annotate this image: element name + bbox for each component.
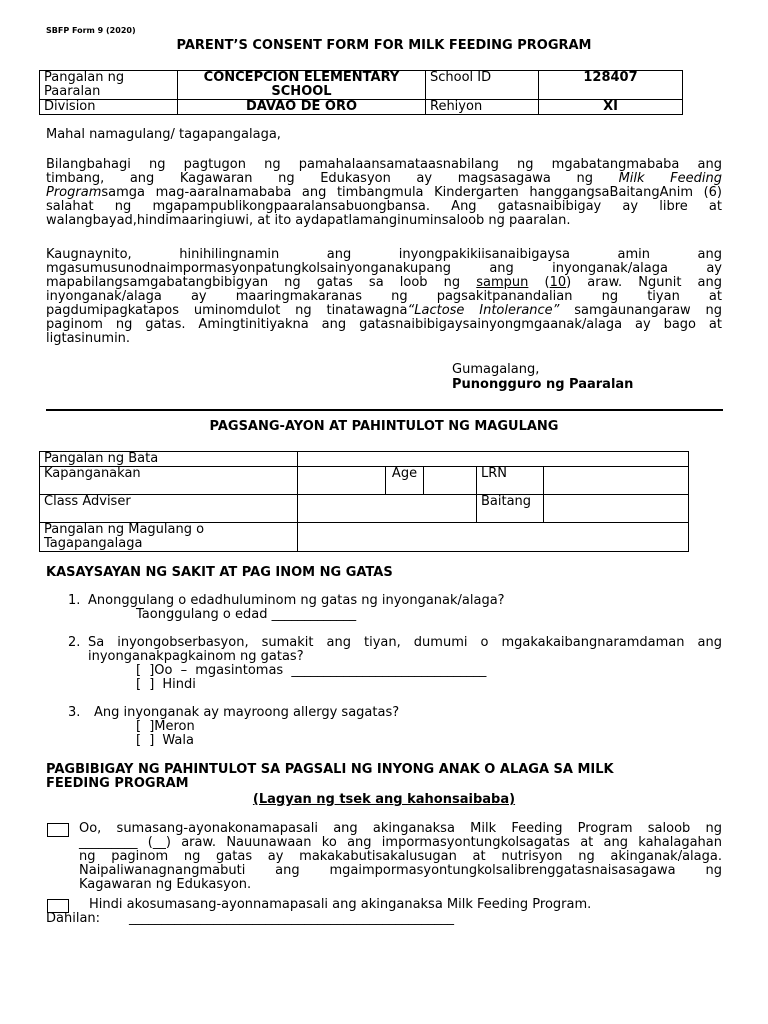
p2-line-3-text: mapabilangsamgabatangbibigyan ng gatas sa loob ng <box>46 275 461 290</box>
sampun-underlined: sampun <box>476 275 529 290</box>
q2-option-yes[interactable]: [ ]Oo – mgasintomas ______________________________ <box>136 663 487 678</box>
child-info-table <box>39 451 689 552</box>
birth-label: Kapanganakan <box>40 467 298 495</box>
p2-line-4: inyonganak/alaga ay maaringmakaranas ng pagsakitpanandalian ng tiyan at <box>46 289 722 304</box>
p2-line-2: mgasumusunodnaimpormasyonpatungkolsainyonganakupang ang inyonganak/alaga ay <box>46 261 722 276</box>
p1-line-3-text: samga mag-aaralnamababa ang timbangmula Kindergarten hanggangsaBaitangAnim (6) <box>101 185 722 200</box>
q3-option-no[interactable]: [ ] Wala <box>136 733 194 748</box>
reason-line[interactable]: __________________________________________________ <box>129 911 454 926</box>
open-paren: ( <box>544 275 550 290</box>
school-info-table <box>39 70 683 115</box>
letter-paragraph-2 <box>46 248 722 346</box>
birth-row <box>40 467 689 495</box>
p1-line-5: walangbayad,hindimaaringiuwi, at ito aydapatlamanginuminsaloob ng paaralan. <box>46 213 571 228</box>
yes-line-3: ng paginom ng gatas ay makakabutisakalusugan at nutrisyon ng akinganak/alaga. <box>79 849 722 864</box>
p2-line-3 <box>46 276 722 290</box>
grade-field[interactable] <box>544 495 689 523</box>
permission-heading-line-1: PAGBIBIGAY NG PAHINTULOT SA PAGSALI NG INYONG ANAK O ALAGA SA MILK <box>46 762 614 777</box>
school-id-value: 128407 <box>539 71 683 100</box>
p2-line-7: ligtasinumin. <box>46 331 131 346</box>
adviser-label: Class Adviser <box>40 495 298 523</box>
lrn-label: LRN <box>477 467 544 495</box>
q2-line-2: inyonganakpagkainom ng gatas? <box>88 649 304 664</box>
permission-heading <box>46 763 614 791</box>
form-title: PARENT’S CONSENT FORM FOR MILK FEEDING PROGRAM <box>176 38 592 53</box>
section-divider <box>46 409 723 411</box>
child-name-label: Pangalan ng Bata <box>40 452 298 467</box>
p2-line-5-end: samgaunangaraw ng <box>574 303 722 318</box>
consent-yes-text <box>79 822 722 892</box>
p1-line-3 <box>46 186 722 200</box>
school-row <box>40 71 683 100</box>
consent-yes-checkbox[interactable] <box>47 823 69 837</box>
age-label: Age <box>386 467 424 495</box>
q3-text: Ang inyonganak ay mayroong allergy sagatas? <box>94 705 400 720</box>
lrn-field[interactable] <box>544 467 689 495</box>
signatory: Punongguro ng Paaralan <box>452 377 634 392</box>
p1-line-1: Bilangbahagi ng pagtugon ng pamahalaansamataasnabilang ng mgabatangmababa ang <box>46 157 722 172</box>
reason-label: Dahilan: <box>46 911 101 926</box>
letter-paragraph-1 <box>46 158 722 228</box>
yes-line-2: _________ (__) araw. Nauunawaan ko ang impormasyontungkolsagatas at ang kahalagahan <box>79 835 722 850</box>
closing: Gumagalang, <box>452 362 540 377</box>
p2-line-6: paginom ng gatas. Amingtinitiyakna ang gatasnaibibigaysainyongmgaanak/alaga ay bago at <box>46 317 722 332</box>
p1-line-2-text: timbang, ang Kagawaran ng Edukasyon ay magsasagawa ng <box>46 171 593 186</box>
p2-line-3-end: ) araw. Ngunit ang <box>566 275 722 290</box>
school-id-label: School ID <box>426 71 539 100</box>
milk-feeding-italic: Milk Feeding <box>618 171 722 186</box>
grade-label: Baitang <box>477 495 544 523</box>
division-row <box>40 100 683 115</box>
permission-heading-line-2: FEEDING PROGRAM <box>46 776 189 791</box>
p1-line-2 <box>46 172 722 186</box>
history-heading: KASAYSAYAN NG SAKIT AT PAG INOM NG GATAS <box>46 565 393 580</box>
p2-line-5-text: pagdumipagkatapos uminomdulot ng tinatawagna <box>46 303 408 318</box>
q3-number: 3. <box>68 705 81 720</box>
q1-age-blank[interactable]: Taonggulang o edad _____________ <box>136 607 357 622</box>
p1-line-4: salahat ng mgapampublikongpaaralansabuongbansa. Ang gatasnaibibigay ay libre at <box>46 199 722 214</box>
region-label: Rehiyon <box>426 100 539 115</box>
child-name-field[interactable] <box>298 452 689 467</box>
birth-field[interactable] <box>298 467 386 495</box>
q3-option-yes[interactable]: [ ]Meron <box>136 719 195 734</box>
yes-line-1: Oo, sumasang-ayonakonamapasali ang akinganaksa Milk Feeding Program saloob ng <box>79 821 722 836</box>
yes-line-5: Kagawaran ng Edukasyon. <box>79 877 252 892</box>
region-value: XI <box>539 100 683 115</box>
p2-line-5 <box>46 304 722 318</box>
school-name-value: CONCEPCION ELEMENTARY SCHOOL <box>178 71 426 100</box>
q1-number: 1. <box>68 593 81 608</box>
parent-label: Pangalan ng Magulang o Tagapangalaga <box>40 523 298 552</box>
division-value: DAVAO DE ORO <box>178 100 426 115</box>
q2-option-no[interactable]: [ ] Hindi <box>136 677 196 692</box>
p2-line-1: Kaugnaynito, hinihilingnamin ang inyongpakikiisanaibigaysa amin ang <box>46 247 722 262</box>
division-label: Division <box>40 100 178 115</box>
q2-number: 2. <box>68 635 81 650</box>
school-name-label: Pangalan ng Paaralan <box>40 71 178 100</box>
form-code: SBFP Form 9 (2020) <box>46 26 136 35</box>
q2-text <box>88 636 722 664</box>
consent-no-text: Hindi akosumasang-ayonnamapasali ang akinganaksa Milk Feeding Program. <box>89 897 592 912</box>
q2-line-1: Sa inyongobserbasyon, sumakit ang tiyan, dumumi o mgakakaibangnaramdaman ang <box>88 635 722 650</box>
age-field[interactable] <box>424 467 477 495</box>
ten-underlined: 10 <box>549 275 567 290</box>
child-name-row <box>40 452 689 467</box>
adviser-row <box>40 495 689 523</box>
q1-text: Anonggulang o edadhuluminom ng gatas ng inyonganak/alaga? <box>88 593 505 608</box>
yes-line-4: Naipaliwanagnangmabuti ang mgaimpormasyontungkolsalibrenggatasnaisasagawa ng <box>79 863 722 878</box>
permission-instruction: (Lagyan ng tsek ang kahonsaibaba) <box>252 792 516 807</box>
program-italic: Program <box>46 185 102 200</box>
parent-row <box>40 523 689 552</box>
parent-field[interactable] <box>298 523 689 552</box>
consent-heading: PAGSANG-AYON AT PAHINTULOT NG MAGULANG <box>209 419 559 434</box>
lactose-intolerance-italic: “Lactose Intolerance” <box>407 303 560 318</box>
adviser-field[interactable] <box>298 495 477 523</box>
salutation: Mahal namagulang/ tagapangalaga, <box>46 127 281 142</box>
